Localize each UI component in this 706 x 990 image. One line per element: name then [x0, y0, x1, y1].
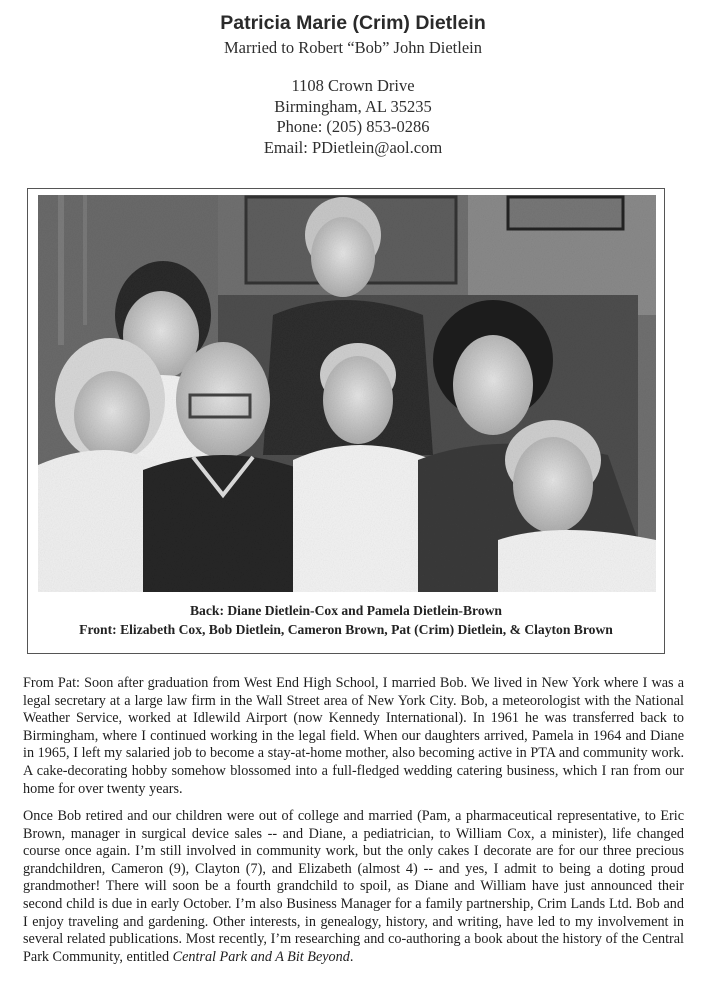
- photo-caption: [28, 601, 664, 639]
- family-photo-image: [38, 195, 656, 592]
- street-address: 1108 Crown Drive: [291, 76, 415, 95]
- contact-block: [0, 76, 706, 158]
- caption-back-row: Back: Diane Dietlein-Cox and Pamela Dietlein-Brown: [189, 603, 502, 618]
- page-title: Patricia Marie (Crim) Dietlein: [220, 12, 486, 34]
- biography-paragraph-1: From Pat: Soon after graduation from West End High School, I married Bob. We lived in New York where I was a legal secretary at a large law firm in the Wall Street area of New York City. Bob, a meteorologist with the National Weather Service, worked at Idlewild Airport (now Kennedy International). In 1961 he was transferred back to Birmingham, where I continued working in the legal field. When our daughters arrived, Pamela in 1964 and Diane in 1965, I left my salaried job to become a stay-at-home mother, also becoming active in PTA and community work. A cake-decorating hobby somehow blossomed into a full-fledged wedding catering business, which I ran from our home for over twenty years.: [23, 675, 684, 797]
- paragraph-2-text: Once Bob retired and our children were out of college and married (Pam, a pharmaceutical representative, to Eric Brown, manager in surgical device sales -- and Diane, a pediatrician, to William Cox, a minister), life changed course once again. I’m still involved in community work, but the only cakes I decorate are for our three precious grandchildren, Cameron (9), Clayton (7), and Elizabeth (almost 4) -- and yes, I admit to being a doting proud grandmother! There will soon be a fourth grandchild to spoil, as Diane and William have just announced their second child is due in early October. I’m also Business Manager for a family partnership, Crim Lands Ltd. Bob and I enjoy traveling and gardening. Other interests, in genealogy, history, and writing, have led to my involvement in several related publications. Most recently, I’m researching and co-authoring a book about the history of the Central Park Community, entitled: [23, 808, 684, 965]
- paragraph-2-end: .: [349, 948, 354, 965]
- email-address: Email: PDietlein@aol.com: [263, 137, 443, 157]
- family-photo: [38, 195, 656, 592]
- photo-frame: [27, 188, 665, 654]
- book-title: Central Park and A Bit Beyond: [172, 948, 350, 965]
- biography-paragraph-2: [23, 808, 684, 966]
- spouse-line: Married to Robert “Bob” John Dietlein: [224, 38, 482, 57]
- caption-front-row: Front: Elizabeth Cox, Bob Dietlein, Cameron Brown, Pat (Crim) Dietlein, & Clayton Brown: [79, 622, 613, 637]
- city-state-zip: Birmingham, AL 35235: [274, 96, 432, 116]
- phone-number: Phone: (205) 853-0286: [276, 117, 430, 136]
